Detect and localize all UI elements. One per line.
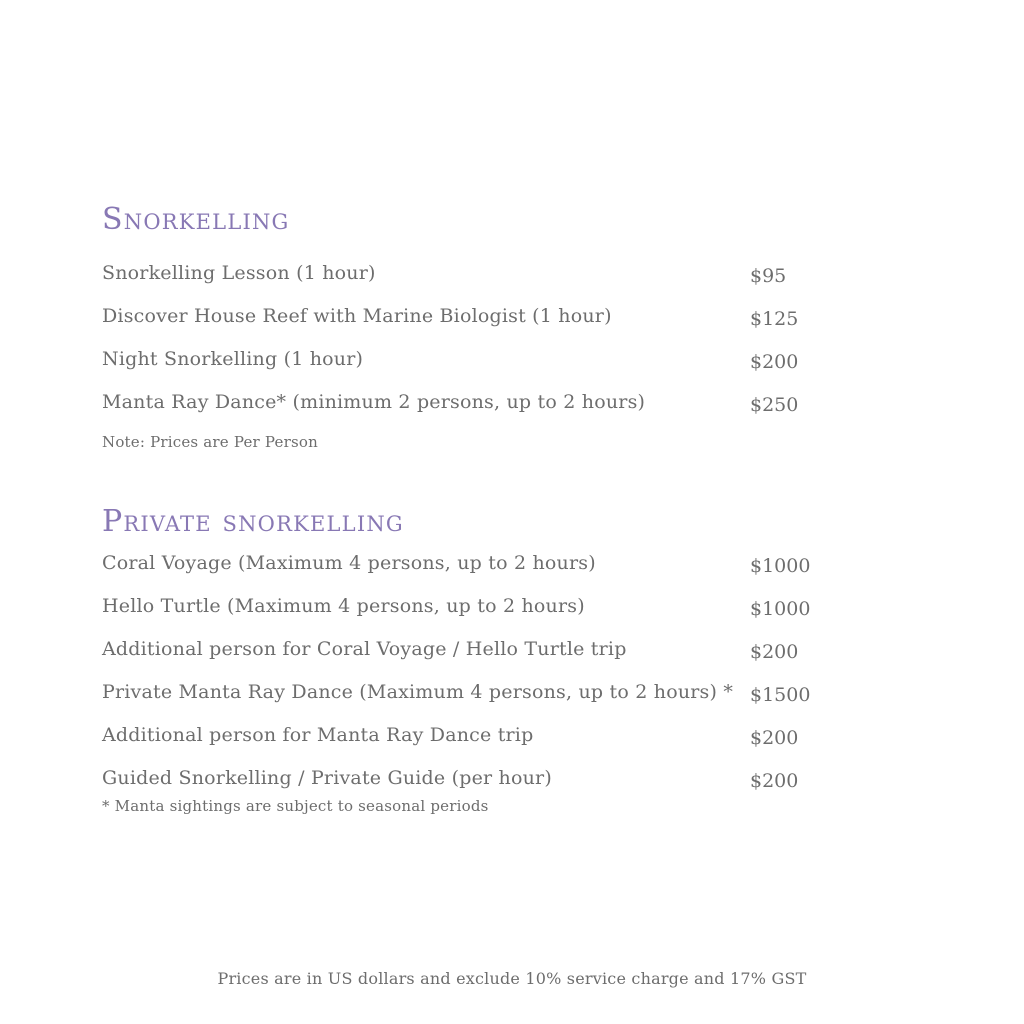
price-row: [102, 261, 962, 286]
item-label: Night Snorkelling (1 hour): [102, 348, 364, 370]
item-price: $1000: [750, 598, 811, 620]
price-row: [102, 680, 962, 705]
footer-disclaimer: Prices are in US dollars and exclude 10% service charge and 17% GST: [217, 969, 807, 988]
price-list-snorkelling: [102, 261, 962, 415]
item-label: Hello Turtle (Maximum 4 persons, up to 2 hours): [102, 595, 585, 617]
item-label: Private Manta Ray Dance (Maximum 4 persons, up to 2 hours) *: [102, 681, 734, 703]
item-label: Manta Ray Dance* (minimum 2 persons, up to 2 hours): [102, 391, 646, 413]
section-title-private-snorkelling: Private snorkelling: [102, 504, 404, 539]
item-price: $200: [750, 641, 799, 663]
section-private-snorkelling: [102, 505, 962, 816]
item-price: $200: [750, 770, 799, 792]
price-row: [102, 723, 962, 748]
item-label: Additional person for Coral Voyage / Hello Turtle trip: [102, 638, 627, 660]
price-list-private-snorkelling: [102, 551, 962, 791]
item-price: $200: [750, 351, 799, 373]
item-price: $250: [750, 394, 799, 416]
price-row: [102, 304, 962, 329]
item-label: Discover House Reef with Marine Biologist (1 hour): [102, 305, 612, 327]
price-row: [102, 347, 962, 372]
price-row: [102, 766, 962, 791]
item-price: $95: [750, 265, 787, 287]
item-label: Coral Voyage (Maximum 4 persons, up to 2 hours): [102, 552, 596, 574]
item-price: $1000: [750, 555, 811, 577]
item-label: Snorkelling Lesson (1 hour): [102, 262, 376, 284]
item-label: Guided Snorkelling / Private Guide (per hour): [102, 767, 552, 789]
item-price: $125: [750, 308, 799, 330]
price-row: [102, 594, 962, 619]
price-row: [102, 390, 962, 415]
item-price: $1500: [750, 684, 811, 706]
section-note-snorkelling: Note: Prices are Per Person: [102, 433, 318, 451]
item-label: Additional person for Manta Ray Dance trip: [102, 724, 534, 746]
section-snorkelling: [102, 203, 962, 452]
price-row: [102, 551, 962, 576]
item-price: $200: [750, 727, 799, 749]
price-row: [102, 637, 962, 662]
section-title-snorkelling: Snorkelling: [102, 202, 290, 237]
section-note-private-snorkelling: * Manta sightings are subject to seasonal periods: [102, 797, 489, 815]
